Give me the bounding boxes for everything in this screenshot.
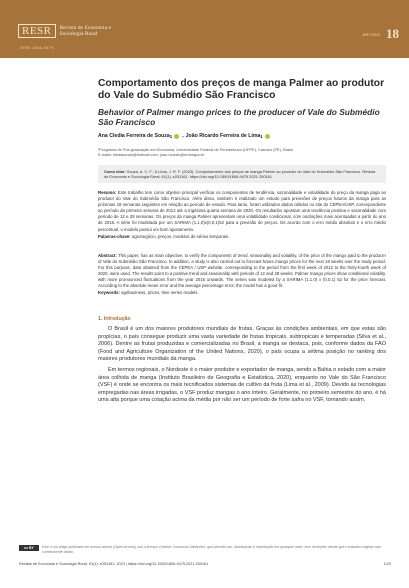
cc-license-icon[interactable]: cc BY <box>19 545 39 551</box>
logo-journal-name: Revista de Economia e Sociologia Rural <box>59 24 111 37</box>
author-emails: E-mails: kledasouza@hotmail.com; joao.ricardo@embrapa.br <box>98 152 205 157</box>
author-separator: , <box>182 133 184 139</box>
author-list <box>98 133 386 139</box>
abstract-text: This paper, has as main objective, to verify the components of trend, seasonality and volatility, of the price of the mango paid to the producer of Vale do Submédio São Francisco. In addition, a study is also carried out to forecast future mango prices for the next 18 weeks over the study period. For this purpose, data obtained from the CEPEA / USP website, corresponding to the period from the first week of 2012 to the thirty-fourth week of 2020, were used. The results point to a positive trend and seasonality with periods of 12 and 28 weeks. Palmer mango prices show conditional volatility, with more pronounced fluctuations from the year 2016 onwards. The series was modeled by a SARIMA (1.1.0) x (0.0.1) 52 for the price forecast. According to the absolute mean error and the average percentage error, the model has a good fit. <box>98 252 386 289</box>
article-number: 18 <box>386 26 399 41</box>
header-article-badge <box>362 26 399 42</box>
resumo-paragraph <box>98 190 386 233</box>
orcid-icon[interactable] <box>174 134 179 139</box>
article-subtitle: Behavior of Palmer mango prices to the producer of Vale do Submédio São Francisco <box>98 107 380 127</box>
palavras-chave-text: agronegócio, preços, modelos de séries temporais. <box>131 233 230 239</box>
intro-paragraph-2: Em termos regionais, o Nordeste é o maior produtor e exportador de manga, sendo a Bahia o estado com a maior área colhida de manga (Instituto Brasileiro de Geografia e Estatística, 2020), enquanto no Vale do São Francisco (VSF) é onde se encontra os mais tecnificados sistemas de cultivo da fruta (Lima et al., 2009). Devido às tecnologias empregadas nas áreas irrigadas, o VSF produz mangas o ano inteiro. Geralmente, no primeiro semestre do ano, é há uma alta porque uma cotação acima da média por não ser um período de forte safra no VSF, tornando assim, <box>98 367 386 404</box>
resumo-text: Este trabalho tem como objetivo principal verificar os componentes de tendência, sazonalidade e volatilidade do preço da manga paga ao produtor do Vale do Submédio São Francisco. Além disso, também é realizado um estudo para previsões de preços futuros da manga para as próximas 18 semanas seguintes em relação ao período de estudo. Para tanto, foram utilizados dados obtidos no site do CEPEA/USP, correspondente ao período da primeira semana de 2012 até a trigésima quarta semana de 2020. Os resultados apontam uma tendência positiva e sazonalidade com período de 12 e 28 semanas. Os preços da manga Palmer apresentam uma volatilidade condicional, com oscilações mais acentuadas a partir do ano de 2016. A série foi modelada por um SARIMA (1,1,0)x(0,0,1)52 para a previsão de preços. De acordo com o erro médio absoluto e o erro médio percentual, o modelo possui um bom ajustamento. <box>98 190 386 232</box>
article-type-label: ARTIGO <box>362 31 380 37</box>
license-text: Este é um artigo publicado em acesso aberto (Open Access) sob a licença Creative Commons Attribution, que permite uso, distribuição e reprodução em qualquer meio, sem restrições desde que o trabalho original seja corretamente citado. <box>42 545 381 554</box>
how-to-cite-label: Como citar: <box>104 169 126 174</box>
article-content <box>98 78 386 404</box>
how-to-cite-box <box>98 165 386 183</box>
intro-paragraph-1: O Brasil é um dos maiores produtores mundiais de frutas. Graças às condições ambientais, em que estas são propícias, o país consegue produzir uma vasta variedade de frutas tropicais, subtropicais e temperadas (Silva et al., 2006). Dentre as frutas produzidas e comercializadas no Brasil, a manga se destaca, pois, conforme dados da FAO (Food and Agriculture Organization of the United Nations, 2020), o país ocupa a sétima posição no ranking dos maiores produtores mundiais da manga. <box>98 326 386 363</box>
journal-header-banner <box>0 0 409 58</box>
license-notice <box>19 545 391 554</box>
author-affiliation-mark: 1 <box>260 133 263 139</box>
page-number: 1/20 <box>383 562 391 566</box>
palavras-chave-label: Palavras-chave: <box>98 233 131 239</box>
keywords-label: Keywords: <box>98 290 120 296</box>
keywords <box>98 290 386 296</box>
author-affiliation-mark: 1 <box>169 133 173 139</box>
logo-mark: RESR <box>18 24 56 38</box>
section-heading-introduction: 1. Introdução <box>98 316 131 323</box>
author-name[interactable]: João Ricardo Ferreira de Lima <box>185 133 261 139</box>
article-title: Comportamento dos preços de manga Palmer ao produtor do Vale do Submédio São Francisco <box>98 78 385 101</box>
footer-citation: Revista de Economia e Sociologia Rural, 61(1): e251161, 2023 | https://doi.org/10.1590/1806-9479.2021.250161 <box>19 562 209 566</box>
page-footer <box>19 562 391 566</box>
affiliation: ¹Programa de Pós-graduação em Economia, Universidade Federal de Pernambuco (UFPE), Caruaru (PE), Brasil. <box>98 147 294 152</box>
resumo-label: Resumo: <box>98 190 117 195</box>
abstract-paragraph <box>98 253 386 290</box>
orcid-icon[interactable] <box>265 134 270 139</box>
author-name[interactable]: Ana Cledia Ferreira de Souza <box>98 133 170 139</box>
issn-label: ISSN 1806-9479 <box>20 45 54 50</box>
keywords-text: agribusiness, prices, time series models. <box>121 290 199 296</box>
abstract-label: Abstract: <box>98 252 117 258</box>
journal-logo[interactable] <box>18 24 126 38</box>
citation-text[interactable]: Souza, A. C. F., & Lima, J. R. F. (2023). Comportamento dos preços de manga Palmer ao produtor do Vale do Submédio São Francisco. Revista de Economia e Sociologia Rural, 61(1), e251161. https://doi.org/10.1590/1806-9479.2021.250161 <box>104 169 376 179</box>
